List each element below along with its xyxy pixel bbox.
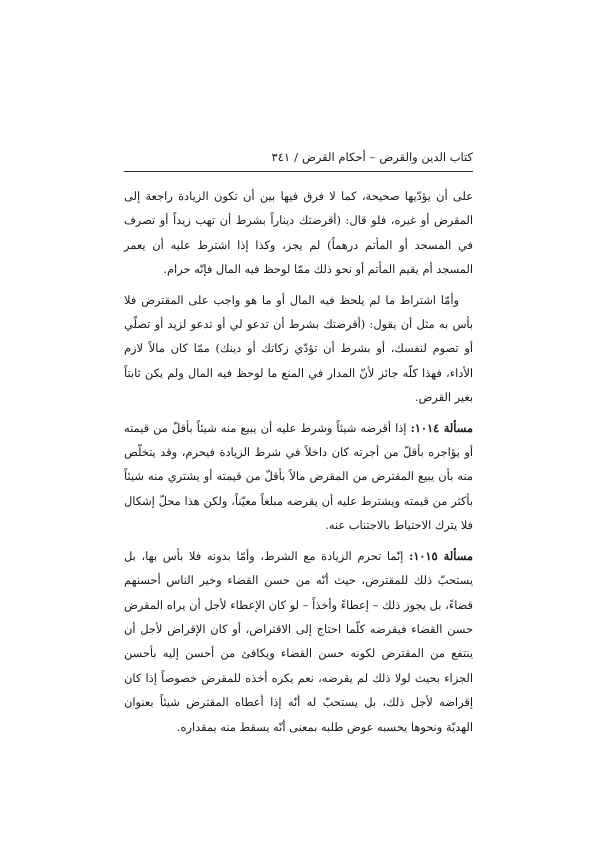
issue-label: مسألة ١٠١٤: bbox=[410, 420, 473, 435]
page-number: ٣٤١ bbox=[271, 150, 291, 164]
issue-text: إنّما تحرم الزيادة مع الشرط، وأمّا بدونه فلا بأس بها، بل يستحبّ ذلك للمقترض، حيث أنّه من حسن القضاء وخير الناس أحسنهم قضاءً، بل يجوز ذلك – إعطاءً وأخذاً – لو كان الإعطاء لأجل أن يراه المقرض حسن القضاء فيقرضه كلّما احتاج إلى الاقتراض، أو كان الإقراض لأجل أن ينتفع من المقترض لكونه حسن القضاء ويكافئ من أحسن إليه بأحسن الجزاء بحيث لولا ذلك لم يقرضه، نعم يكره أخذه للمقرض خصوصاً إذا كان إقراضه لأجل ذلك، بل يستحبّ له أنّه إذا أعطاه المقترض شيئاً بعنوان الهديّة ونحوها يحسبه عوض طلبه بمعنى أنّه يسقط منه بمقداره. bbox=[124, 548, 473, 734]
header-divider bbox=[124, 171, 473, 172]
issue-1014 bbox=[124, 416, 473, 538]
issue-label: مسألة ١٠١٥: bbox=[408, 548, 473, 563]
book-title: كتاب الدين والقرض bbox=[379, 150, 473, 164]
page-body bbox=[124, 184, 473, 739]
chapter-title: أحكام القرض bbox=[301, 150, 366, 164]
issue-1015 bbox=[124, 544, 473, 739]
running-header bbox=[124, 148, 473, 166]
paragraph-conditions bbox=[124, 288, 473, 410]
paragraph-continuation bbox=[124, 184, 473, 282]
header-slash: / bbox=[294, 150, 298, 164]
paragraph-text: وأمّا اشتراط ما لم يلحظ فيه المال أو ما هو واجب على المقترض فلا بأس به مثل أن يقول: (أقرضتك بشرط أن تدعو لي أو تدعو لزيد أو تصلّي أو تصوم لنفسك، أو بشرط أن تؤدّي زكاتك أو دينك) ممّا كان مالاً لازم الأداء، فهذا كلّه جائز لأنّ المدار في المنع ما لوحظ فيه المال ولم يكن ثابتاً بغير القرض. bbox=[124, 292, 473, 405]
issue-text: إذا أقرضه شيئاً وشرط عليه أن يبيع منه شيئاً بأقلّ من قيمته أو يؤاجره بأقلّ من أجرته كان داخلاً في شرط الزيادة فيحرم، وقد يتخلّص منه بأن يبيع المقترض من المقرض مالاً بأقلّ من قيمته أو يشتري منه شيئاً بأكثر من قيمته ويشترط عليه أن يقرضه مبلغاً معيّناً، ولكن هذا محلّ إشكال فلا يترك الاحتياط بالاجتناب عنه. bbox=[124, 420, 473, 533]
header-dash: – bbox=[369, 150, 376, 164]
paragraph-text: على أن يؤدّيها صحيحة، كما لا فرق فيها بين أن تكون الزيادة راجعة إلى المقرض أو غيره، فلو قال: (أقرضتك ديناراً بشرط أن تهب زيداً أو تصرف في المسجد أو المأتم درهماً) لم يجز، وكذا إذا اشترط عليه أن يعمر المسجد أم يقيم المأتم أو نحو ذلك ممّا لوحظ فيه المال فإنّه حرام. bbox=[124, 189, 473, 277]
